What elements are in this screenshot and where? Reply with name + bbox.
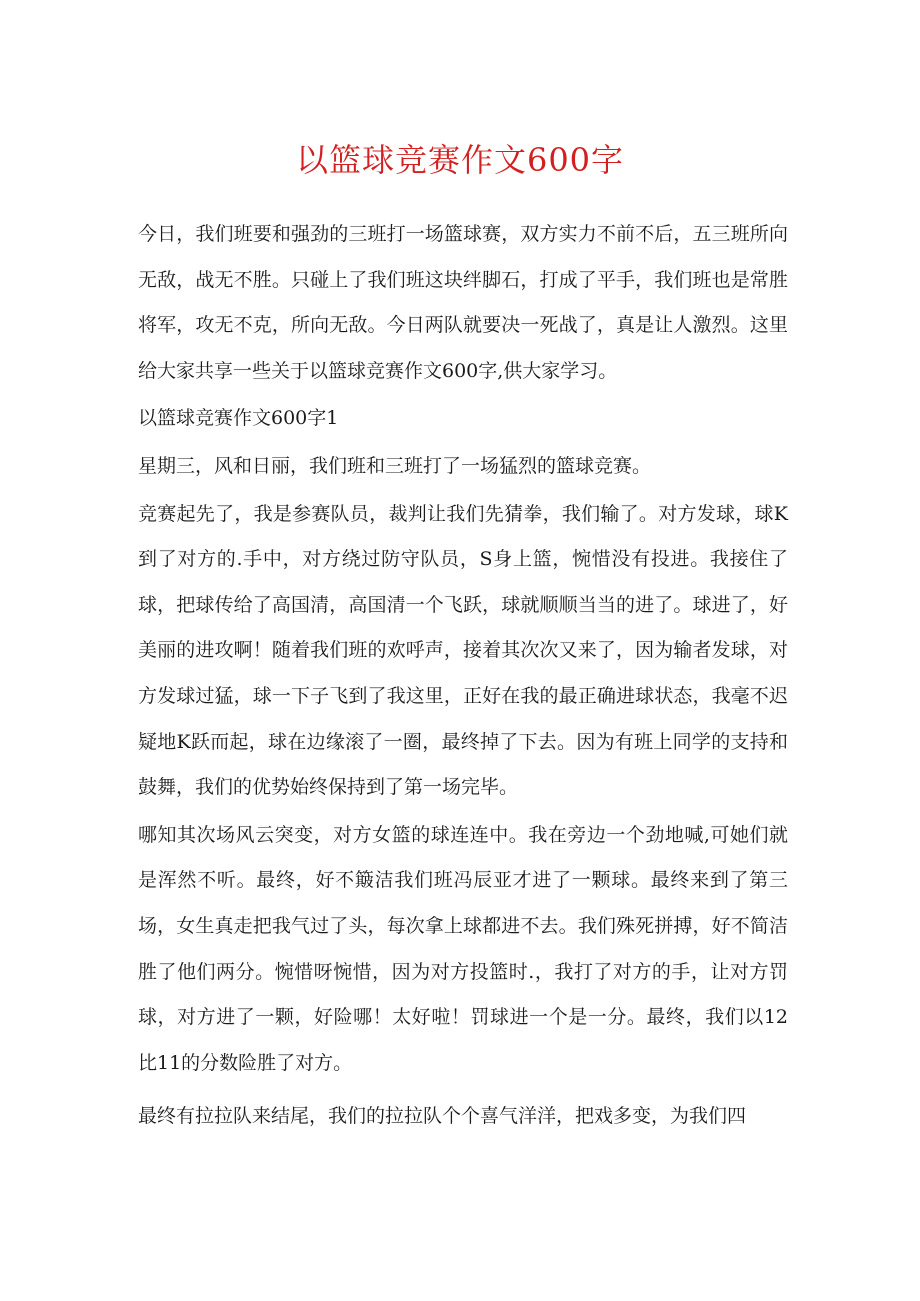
body-paragraph: 竞赛起先了，我是参赛队员，裁判让我们先猜拳，我们输了。对方发球，球K到了对方的.手中，对方绕过防守队员，S身上篮，惋惜没有投进。我接住了球，把球传给了高国清，高国清一个飞跃，球就顺顺当当的进了。球进了，好美丽的进攻啊！随着我们班的欢呼声，接着其次次又来了，因为输者发球，对方发球过猛，球一下子飞到了我这里，正好在我的最正确进球状态，我毫不迟疑地K跃而起，球在边缘滚了一圈，最终掉了下去。因为有班上同学的支持和鼓舞，我们的优势始终保持到了第一场完毕。	[138, 502, 788, 799]
page-title: 以篮球竞赛作文600字	[295, 141, 625, 179]
body-paragraph: 最终有拉拉队来结尾，我们的拉拉队个个喜气洋洋，把戏多变，为我们四	[138, 1105, 747, 1128]
body-paragraph: 哪知其次场风云突变，对方女篮的球连连中。我在旁边一个劲地喊,可她们就是浑然不听。最终，好不簸洁我们班冯辰亚才进了一颗球。最终来到了第三场，女生真走把我气过了头，每次拿上球都进不去。我们殊死拼搏，好不简洁胜了他们两分。惋惜呀惋惜，因为对方投篮时.，我打了对方的手，让对方罚球，对方进了一颗，好险哪！太好啦！罚球进一个是一分。最终，我们以12比11的分数险胜了对方。	[138, 823, 788, 1074]
intro-paragraph: 今日，我们班要和强劲的三班打一场篮球赛，双方实力不前不后，五三班所向无敌，战无不胜。只碰上了我们班这块绊脚石，打成了平手，我们班也是常胜将军，攻无不克，所向无敌。今日两队就要决一死战了，真是让人激烈。这里给大家共享一些关于以篮球竞赛作文600字,供大家学习。	[138, 223, 788, 382]
section-heading: 以篮球竞赛作文600字1	[138, 407, 339, 430]
document-body	[138, 212, 788, 1140]
body-paragraph: 星期三，风和日丽，我们班和三班打了一场猛烈的篮球竞赛。	[138, 454, 652, 477]
